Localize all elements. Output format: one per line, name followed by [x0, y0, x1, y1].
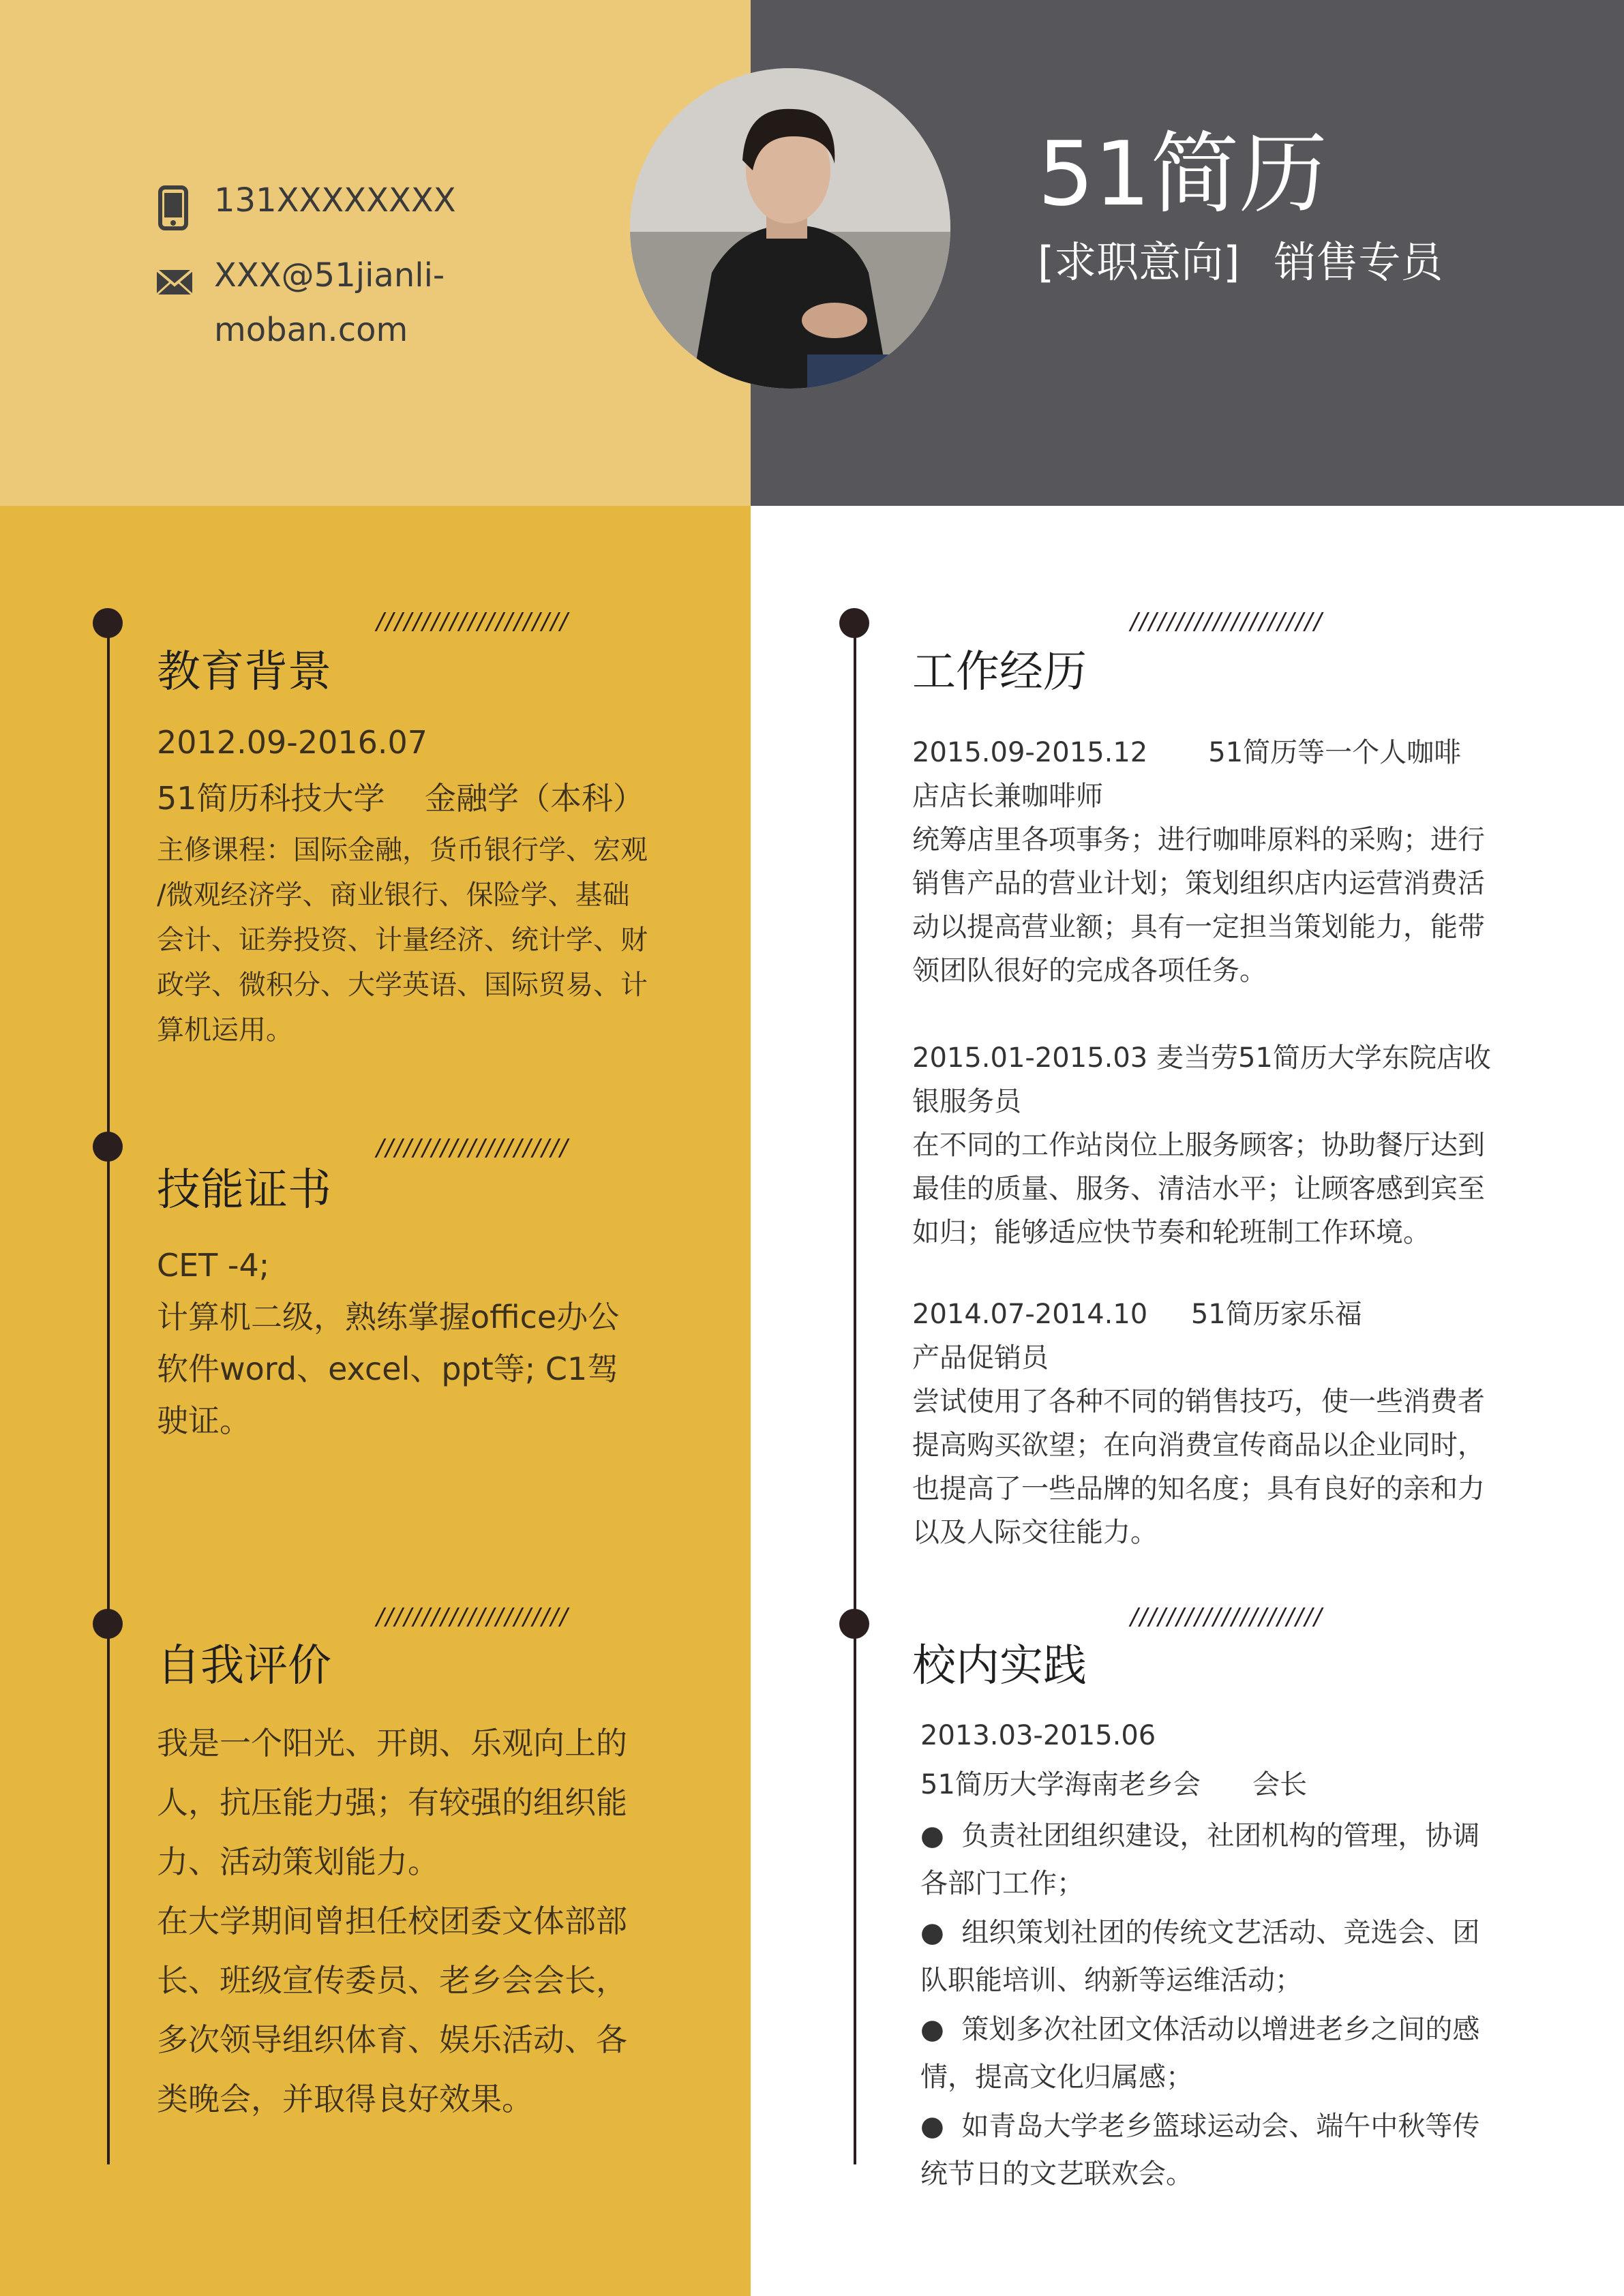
candidate-name: 51简历 — [1038, 122, 1328, 226]
job-intention-label: [求职意向] — [1038, 237, 1240, 287]
phone-number: 131XXXXXXXX — [214, 181, 456, 220]
campus-item-2: ● 组织策划社团的传统文艺活动、竞选会、团 队职能培训、纳新等运维活动； — [920, 1917, 1480, 1996]
education-divider: ///////////////////// — [376, 608, 569, 635]
campus-org-role: 51简历大学海南老乡会 会长 — [920, 1769, 1308, 1800]
work-job-1: 2015.09-2015.12 51简历等一个人咖啡 店店长兼咖啡师 统筹店里各项事务；进行咖啡原料的采购；进行 销售产品的营业计划；策划组织店内运营消费活 动以提高营业额；具有一定担当策划能力，能带 领团队很好的完成各项任务。 — [912, 737, 1485, 986]
education-school-major: 51简历科技大学 金融学（本科） — [157, 780, 645, 817]
campus-title: 校内实践 — [912, 1641, 1087, 1691]
education-period: 2012.09-2016.07 — [157, 724, 428, 761]
self-eval-timeline-dot — [93, 1609, 123, 1639]
job-intention — [1038, 235, 1443, 290]
campus-item-1: ● 负责社团组织建设，社团机构的管理，协调 各部门工作； — [920, 1820, 1480, 1899]
education-timeline-dot — [93, 608, 123, 638]
work-title: 工作经历 — [912, 647, 1087, 697]
skills-title: 技能证书 — [157, 1165, 331, 1215]
mail-icon — [155, 269, 194, 296]
work-job-2: 2015.01-2015.03 麦当劳51简历大学东院店收 银服务员 在不同的工作站岗位上服务顾客；协助餐厅达到 最佳的质量、服务、清洁水平；让顾客感到宾至 如归；能够适应快节奏和轮班制工作环境。 — [912, 1042, 1491, 1248]
campus-divider: ///////////////////// — [1130, 1603, 1323, 1631]
right-timeline-line — [854, 620, 856, 2164]
profile-photo — [630, 68, 950, 389]
education-title: 教育背景 — [157, 647, 331, 697]
work-timeline-dot — [839, 608, 869, 638]
education-courses: 主修课程：国际金融，货币银行学、宏观 /微观经济学、商业银行、保险学、基础 会计、证券投资、计量经济、统计学、财 政学、微积分、大学英语、国际贸易、计 算机运用。 — [157, 834, 648, 1046]
work-divider: ///////////////////// — [1130, 608, 1323, 635]
self-eval-content: 我是一个阳光、开朗、乐观向上的 人，抗压能力强；有较强的组织能 力、活动策划能力。 在大学期间曾担任校团委文体部部 长、班级宣传委员、老乡会会长， 多次领导组织体育、娱乐活动、各 类晚会，并取得良好效果。 — [157, 1725, 627, 2117]
campus-item-4: ● 如青岛大学老乡篮球运动会、端午中秋等传 统节日的文艺联欢会。 — [920, 2111, 1480, 2190]
skills-divider: ///////////////////// — [376, 1134, 569, 1162]
self-eval-divider: ///////////////////// — [376, 1603, 569, 1631]
skills-timeline-dot — [93, 1132, 123, 1162]
phone-icon — [158, 185, 188, 230]
left-timeline-line — [107, 620, 110, 2164]
work-job-3: 2014.07-2014.10 51简历家乐福 产品促销员 尝试使用了各种不同的销售技巧，使一些消费者 提高购买欲望；在向消费宣传商品以企业同时， 也提高了一些品牌的知名度；具有良好的亲和力 以及人际交往能力。 — [912, 1299, 1485, 1548]
email-line-2: moban.com — [214, 311, 408, 349]
email-line-1: XXX@51jianli- — [214, 256, 445, 294]
skills-content: CET -4; 计算机二级，熟练掌握office办公 软件word、excel、ppt等; C1驾 驶证。 — [157, 1247, 620, 1439]
job-intention-value: 销售专员 — [1274, 237, 1443, 287]
campus-item-3: ● 策划多次社团文体活动以增进老乡之间的感 情，提高文化归属感； — [920, 2014, 1480, 2093]
campus-timeline-dot — [839, 1609, 869, 1639]
self-eval-title: 自我评价 — [157, 1641, 331, 1691]
campus-period: 2013.03-2015.06 — [920, 1720, 1156, 1751]
